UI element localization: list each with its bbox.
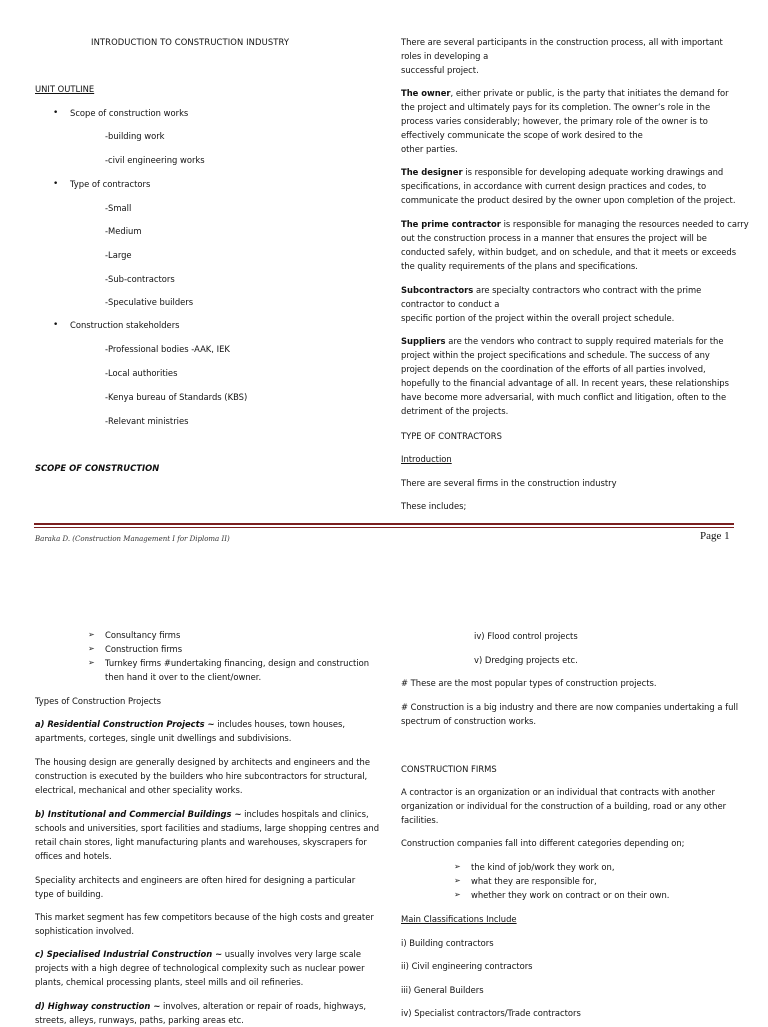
intro-paragraph: There are several participants in the construction process, all with important roles in developing a successful project. [401, 37, 723, 75]
housing-paragraph: The housing design are generally designed by architects and engineers and the construction is executed by the builders who hire subcontractors for structural, electrical, mechanical and other speciality works. [35, 757, 370, 795]
category-item: ➢ the kind of job/work they work on, [471, 860, 615, 874]
classification-item: ii) Civil engineering contractors [401, 961, 533, 971]
sub-item: -Small [105, 203, 132, 213]
classification-item: iv) Specialist contractors/Trade contractors [401, 1008, 581, 1018]
residential-paragraph: a) Residential Construction Projects ~ includes houses, town houses, apartments, corteges, single unit dwellings and subdivisions. [35, 719, 346, 743]
categories-text: Construction companies fall into different categories depending on; [401, 838, 685, 848]
prime-contractor-paragraph: The prime contractor is responsible for managing the resources needed to carry out the construction process in a manner that ensures the project will be conducted safely, within budget, and on schedule, and that it meets or exceeds the quality requirements of the plans and specifications. [401, 219, 749, 271]
contractor-definition: A contractor is an organization or an individual that contracts with another organization or individual for the construction of a building, road or any other facilities. [401, 787, 727, 825]
scope-heading: SCOPE OF CONSTRUCTION [35, 463, 160, 473]
sub-item: -civil engineering works [105, 155, 205, 165]
owner-paragraph: The owner, either private or public, is the party that initiates the demand for the project and ultimately pays for its completion. The owner’s role in the process varies considerably; however, the primary role of the owner is to effectively communicate the scope of work desired to the other parties. [401, 88, 729, 154]
list-item: iv) Flood control projects [474, 631, 578, 641]
sub-item: -Sub-contractors [105, 274, 175, 284]
institutional-paragraph: b) Institutional and Commercial Buildings ~ includes hospitals and clinics, schools and universities, sport facilities and stadiums, large shopping centres and retail chain stores, light manufacturing plants and warehouses, skyscrapers for offices and hotels. [35, 809, 380, 861]
list-item: v) Dredging projects etc. [474, 655, 578, 665]
designer-term: The designer [401, 167, 463, 177]
market-paragraph: This market segment has few competitors because of the high costs and greater sophistication involved. [35, 912, 374, 936]
prime-term: The prime contractor [401, 219, 501, 229]
suppliers-paragraph: Suppliers are the vendors who contract to supply required materials for the project within the project specifications and schedule. The success of any project depends on the coordination of the efforts of all parties involved, hopefully to the financial advantage of all. In recent years, these relationships have become more adversarial, with much conflict and litigation, often to the detriment of the projects. [401, 336, 729, 416]
introduction-heading: Introduction [401, 454, 452, 464]
type-of-contractors-heading: TYPE OF CONTRACTORS [401, 431, 502, 441]
highway-paragraph: d) Highway construction ~ involves, alteration or repair of roads, highways, streets, alleys, runways, paths, parking areas etc. [35, 1001, 367, 1025]
includes-text: These includes; [401, 501, 467, 511]
unit-outline-heading: UNIT OUTLINE [35, 84, 95, 94]
sub-item: -Large [105, 250, 132, 260]
list-item: ➢ Construction firms [105, 642, 182, 656]
sub-item: -building work [105, 131, 165, 141]
sub-item: -Local authorities [105, 368, 178, 378]
sub-item: -Professional bodies -AAK, IEK [105, 344, 230, 354]
sub-item: -Relevant ministries [105, 416, 189, 426]
suppliers-term: Suppliers [401, 336, 446, 346]
footer-author: Baraka D. (Construction Management I for Diploma II) [35, 535, 230, 543]
list-item-cont: then hand it over to the client/owner. [105, 672, 262, 682]
popular-note: # These are the most popular types of construction projects. [401, 678, 657, 688]
bullet-scope: • Scope of construction works [70, 106, 188, 120]
bullet-contractors: • Type of contractors [70, 177, 150, 191]
footer-rule [34, 523, 734, 525]
designer-paragraph: The designer is responsible for developing adequate working drawings and specifications, in accordance with current design practices and codes, to communicate the product desired by the owner upon completion of the project. [401, 167, 736, 205]
types-heading: Types of Construction Projects [35, 696, 161, 706]
footer-rule [34, 527, 734, 528]
document-title: INTRODUCTION TO CONSTRUCTION INDUSTRY [91, 37, 290, 47]
classification-item: i) Building contractors [401, 938, 494, 948]
construction-firms-heading: CONSTRUCTION FIRMS [401, 764, 497, 774]
classification-item: iii) General Builders [401, 985, 484, 995]
main-classifications-heading: Main Classifications Include [401, 914, 517, 924]
firms-text: There are several firms in the construction industry [401, 478, 617, 488]
list-item: ➢ Turnkey firms #undertaking financing, design and construction [105, 656, 369, 670]
subcontractors-term: Subcontractors [401, 285, 474, 295]
owner-term: The owner [401, 88, 451, 98]
sub-item: -Speculative builders [105, 297, 194, 307]
sub-item: -Kenya bureau of Standards (KBS) [105, 392, 248, 402]
industrial-paragraph: c) Specialised Industrial Construction ~ usually involves very large scale projects with a high degree of technological complexity such as nuclear power plants, chemical processing plants, steel mills and oil refineries. [35, 949, 365, 987]
sub-item: -Medium [105, 226, 142, 236]
page-number: Page 1 [700, 530, 730, 542]
speciality-paragraph: Speciality architects and engineers are often hired for designing a particular type of building. [35, 875, 356, 899]
category-item: ➢ whether they work on contract or on their own. [471, 888, 669, 902]
category-item: ➢ what they are responsible for, [471, 874, 597, 888]
subcontractors-paragraph: Subcontractors are specialty contractors who contract with the prime contractor to conduct a specific portion of the project within the overall project schedule. [401, 285, 702, 323]
list-item: ➢ Consultancy firms [105, 628, 180, 642]
big-industry-note: # Construction is a big industry and there are now companies undertaking a full spectrum of construction works. [401, 702, 739, 726]
bullet-stakeholders: • Construction stakeholders [70, 318, 180, 332]
